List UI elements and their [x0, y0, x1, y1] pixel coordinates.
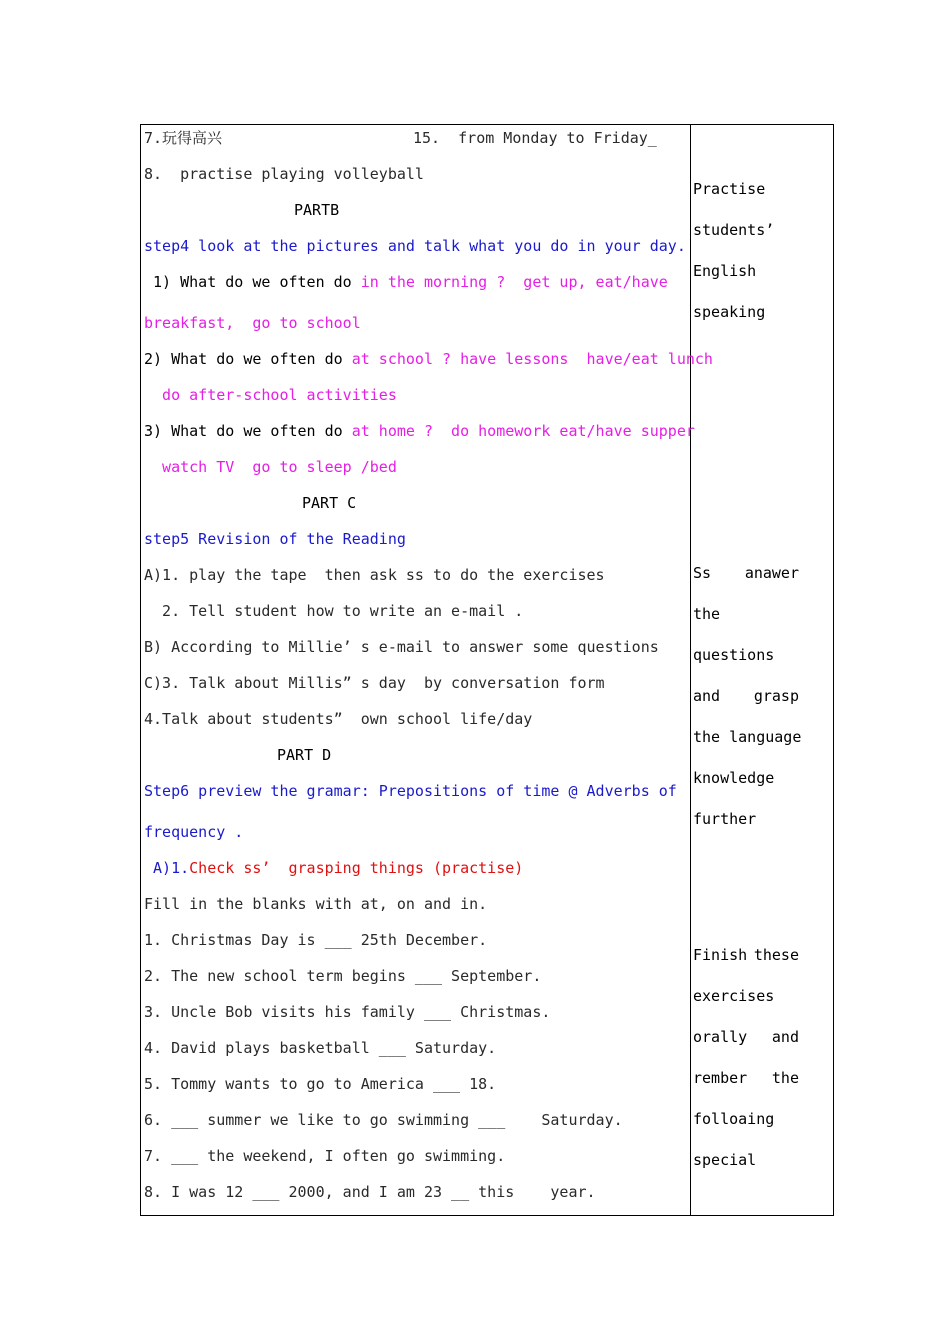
question-1-text: 1) What do we often do: [144, 273, 361, 291]
part-d-heading: PART D: [277, 746, 332, 764]
purpose-1-line-1: Practise: [693, 180, 766, 198]
purpose-3-word-f: the: [771, 1069, 799, 1087]
question-2-text: 2) What do we often do: [144, 350, 352, 368]
purpose-3-line-2: exercises: [693, 987, 775, 1005]
question-3-text: 3) What do we often do: [144, 422, 352, 440]
question-3-answer-cont: watch TV go to sleep /bed: [144, 458, 397, 476]
exercise-8: 8. I was 12 ___ 2000, and I am 23 __ this year.: [144, 1183, 596, 1201]
purpose-1-line-4: speaking: [693, 303, 766, 321]
purpose-3-word-e: rember: [693, 1069, 748, 1087]
step5-item-c: C)3. Talk about Millis” s day by conversation form: [144, 674, 605, 692]
question-1: [144, 272, 668, 292]
purpose-2-line-2: the: [693, 605, 721, 623]
check-line: [144, 858, 523, 878]
purpose-3-line-3: [693, 1027, 799, 1047]
question-2: [144, 349, 713, 369]
purpose-2-word-d: grasp: [753, 687, 799, 705]
part-b-heading: PARTB: [294, 201, 340, 219]
purpose-2-line-6: knowledge: [693, 769, 775, 787]
step5-item-2: 2. Tell student how to write an e-mail .: [144, 602, 524, 620]
purpose-3-word-b: these: [753, 946, 799, 964]
item-7: [144, 128, 222, 148]
exercise-instructions: Fill in the blanks with at, on and in.: [144, 895, 488, 913]
exercise-7: 7. ___ the weekend, I often go swimming.: [144, 1147, 506, 1165]
question-3: [144, 421, 695, 441]
question-3-answer: at home ? do homework eat/have supper: [351, 422, 695, 440]
purpose-1-line-2: students’: [693, 221, 775, 239]
step5-item-4: 4.Talk about students” own school life/day: [144, 710, 533, 728]
exercise-6: 6. ___ summer we like to go swimming ___ Saturday.: [144, 1111, 623, 1129]
column-divider: [690, 125, 691, 1215]
exercise-5: 5. Tommy wants to go to America ___ 18.: [144, 1075, 497, 1093]
question-2-answer: at school ? have lessons have/eat lunch: [351, 350, 713, 368]
exercise-3: 3. Uncle Bob visits his family ___ Christmas.: [144, 1003, 551, 1021]
purpose-3-line-6: special: [693, 1151, 757, 1169]
purpose-2-word-c: and: [693, 687, 721, 705]
exercise-4: 4. David plays basketball ___ Saturday.: [144, 1039, 497, 1057]
purpose-3-line-5: folloaing: [693, 1110, 775, 1128]
purpose-3-line-4: [693, 1068, 799, 1088]
step5-item-b: B) According to Millie’ s e-mail to answer some questions: [144, 638, 659, 656]
part-c-heading: PART C: [302, 494, 357, 512]
item-7-text: 7.玩得高兴: [144, 129, 223, 147]
item-15: 15. from Monday to Friday_: [413, 129, 657, 147]
purpose-2-word-a: Ss: [693, 564, 712, 582]
step5-heading: step5 Revision of the Reading: [144, 530, 406, 548]
exercise-2: 2. The new school term begins ___ September.: [144, 967, 542, 985]
purpose-2-word-b: anawer: [744, 564, 799, 582]
purpose-2-line-1: [693, 563, 799, 583]
check-prefix: A)1.: [144, 859, 190, 877]
lesson-table: [140, 124, 834, 1216]
step5-item-a: A)1. play the tape then ask ss to do the exercises: [144, 566, 605, 584]
purpose-1-line-3: English: [693, 262, 757, 280]
question-2-answer-cont: do after-school activities: [144, 386, 397, 404]
step6-heading-cont: frequency .: [144, 823, 244, 841]
purpose-2-line-3: questions: [693, 646, 775, 664]
step4-heading: step4 look at the pictures and talk what you do in your day.: [144, 237, 686, 255]
purpose-3-word-d: and: [771, 1028, 799, 1046]
exercise-1: 1. Christmas Day is ___ 25th December.: [144, 931, 488, 949]
purpose-3-word-c: orally: [693, 1028, 748, 1046]
purpose-2-line-5: the language: [693, 728, 802, 746]
purpose-3-line-1: [693, 945, 799, 965]
purpose-2-line-4: [693, 686, 799, 706]
purpose-3-word-a: Finish: [693, 946, 748, 964]
question-1-answer: in the morning ? get up, eat/have: [360, 273, 668, 291]
check-text: Check ss’ grasping things (practise): [189, 859, 524, 877]
purpose-2-line-7: further: [693, 810, 757, 828]
question-1-answer-cont: breakfast, go to school: [144, 314, 361, 332]
item-8: 8. practise playing volleyball: [144, 165, 424, 183]
step6-heading: Step6 preview the gramar: Prepositions of time @ Adverbs of: [144, 782, 677, 800]
